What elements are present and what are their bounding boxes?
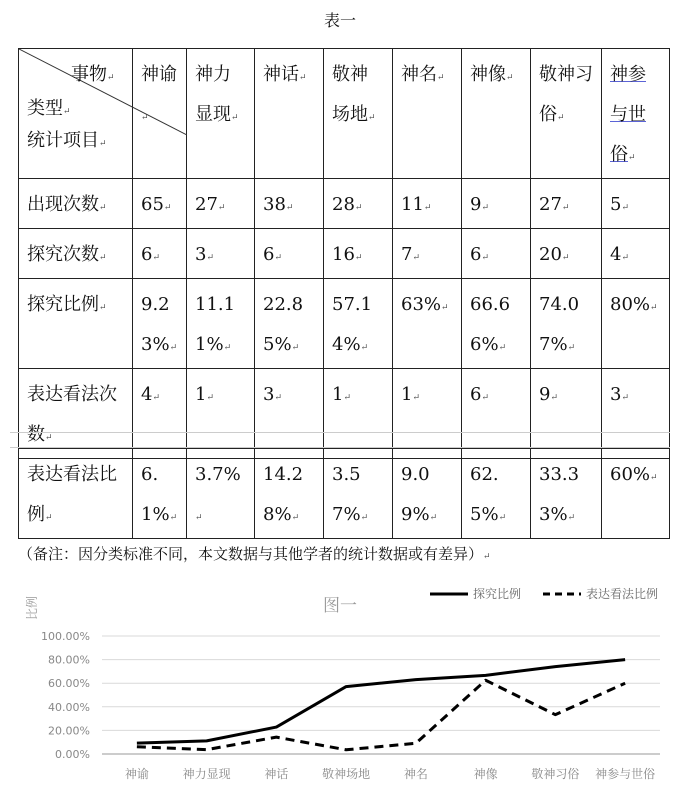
row-label: 表达看法次数↵ — [19, 369, 133, 459]
table-cell: 4↵ — [133, 369, 187, 459]
x-tick-label: 神谕 — [124, 767, 149, 781]
table-cell: 9.23%↵ — [133, 279, 187, 369]
table-row — [19, 229, 670, 279]
table-cell: 7↵ — [393, 229, 462, 279]
table-row — [19, 279, 670, 369]
table-cell: 6.1%↵ — [133, 449, 187, 539]
y-tick-label: 60.00% — [48, 677, 90, 691]
table-cell: 1↵ — [187, 369, 255, 459]
table-cell: 27↵ — [531, 179, 602, 229]
header-col: 神力显现↵ — [187, 49, 255, 179]
table-cell: 27↵ — [187, 179, 255, 229]
table-cell: 6↵ — [255, 229, 324, 279]
header-diagonal-cell — [19, 49, 133, 179]
table-caption: 表一 — [323, 11, 356, 30]
y-tick-label: 0.00% — [55, 748, 90, 761]
table-cell: 63%↵ — [393, 279, 462, 369]
table-cell: 1↵ — [324, 369, 393, 459]
table-cell: 1↵ — [393, 369, 462, 459]
table-cell: 14.28%↵ — [255, 449, 324, 539]
y-tick-labels — [41, 630, 90, 761]
table-cell: 3↵ — [187, 229, 255, 279]
table-cell: 4↵ — [602, 229, 670, 279]
table-cell: 6↵ — [133, 229, 187, 279]
x-tick-label: 神参与世俗 — [595, 767, 656, 781]
chart-title: 图一 — [323, 596, 357, 616]
table-cell: 33.33%↵ — [531, 449, 602, 539]
header-col: 神参与世俗↵ — [602, 49, 670, 179]
table-cell: 9.09%↵ — [393, 449, 462, 539]
table-cell: 3↵ — [602, 369, 670, 459]
table-cell: 28↵ — [324, 179, 393, 229]
table-cell: 16↵ — [324, 229, 393, 279]
y-tick-label: 80.00% — [48, 653, 90, 667]
table-cell: 57.14%↵ — [324, 279, 393, 369]
table-cell: 6↵ — [462, 229, 531, 279]
table-cell: 6↵ — [462, 369, 531, 459]
table-cell: 11↵ — [393, 179, 462, 229]
stats-table-top — [18, 48, 670, 459]
table-cell: 80%↵ — [602, 279, 670, 369]
chart-legend — [430, 586, 658, 601]
x-tick-label: 神话 — [264, 767, 289, 781]
table-row — [19, 179, 670, 229]
header-col: 敬神习俗↵ — [531, 49, 602, 179]
table-cell: 62.5%↵ — [462, 449, 531, 539]
x-tick-label: 神名 — [403, 767, 428, 781]
diag-label-bottom: 统计项目↵ — [27, 130, 107, 151]
x-tick-labels — [125, 766, 655, 781]
line-chart — [0, 578, 680, 808]
x-tick-label: 神像 — [473, 767, 498, 781]
table-cell: 9↵ — [531, 369, 602, 459]
table-cell: 5↵ — [602, 179, 670, 229]
diag-label-mid: 类型↵ — [27, 98, 71, 119]
table-cell: 38↵ — [255, 179, 324, 229]
y-tick-label: 20.00% — [48, 724, 90, 738]
stats-table-bottom — [18, 448, 670, 539]
page-break-gap — [10, 432, 670, 448]
x-tick-label: 敬神习俗 — [531, 767, 580, 781]
table-cell: 3.57%↵ — [324, 449, 393, 539]
header-col: 神像↵ — [462, 49, 531, 179]
row-label: 探究比例↵ — [19, 279, 133, 369]
legend-label: 探究比例 — [473, 587, 522, 601]
y-tick-label: 40.00% — [48, 700, 90, 714]
x-tick-label: 敬神场地 — [322, 767, 371, 781]
header-col: 神名↵ — [393, 49, 462, 179]
header-col: 神话↵ — [255, 49, 324, 179]
table-cell: 3↵ — [255, 369, 324, 459]
x-tick-label: 神力显现 — [182, 767, 231, 781]
legend-label: 表达看法比例 — [586, 587, 659, 601]
header-col: 敬神场地↵ — [324, 49, 393, 179]
chart-gridlines — [102, 636, 660, 754]
table-row — [19, 449, 670, 539]
table-cell: 74.07%↵ — [531, 279, 602, 369]
table-cell: 3.7%↵ — [187, 449, 255, 539]
table-cell: 22.85%↵ — [255, 279, 324, 369]
table-cell: 65↵ — [133, 179, 187, 229]
table-cell: 11.11%↵ — [187, 279, 255, 369]
row-label: 出现次数↵ — [19, 179, 133, 229]
header-col: 神谕↵ — [133, 49, 187, 179]
table-note: （备注：因分类标准不同，本文数据与其他学者的统计数据或有差异）↵ — [18, 545, 491, 563]
y-axis-label: 比例 — [25, 595, 39, 621]
row-label: 表达看法比例↵ — [19, 449, 133, 539]
diag-label-top: 事物↵ — [71, 64, 115, 85]
table-cell: 66.66%↵ — [462, 279, 531, 369]
table-cell: 20↵ — [531, 229, 602, 279]
row-label: 探究次数↵ — [19, 229, 133, 279]
table-cell: 60%↵ — [602, 449, 670, 539]
table-cell: 9↵ — [462, 179, 531, 229]
y-tick-label: 100.00% — [41, 630, 90, 643]
header-row — [19, 49, 670, 179]
chart-series — [137, 660, 625, 750]
